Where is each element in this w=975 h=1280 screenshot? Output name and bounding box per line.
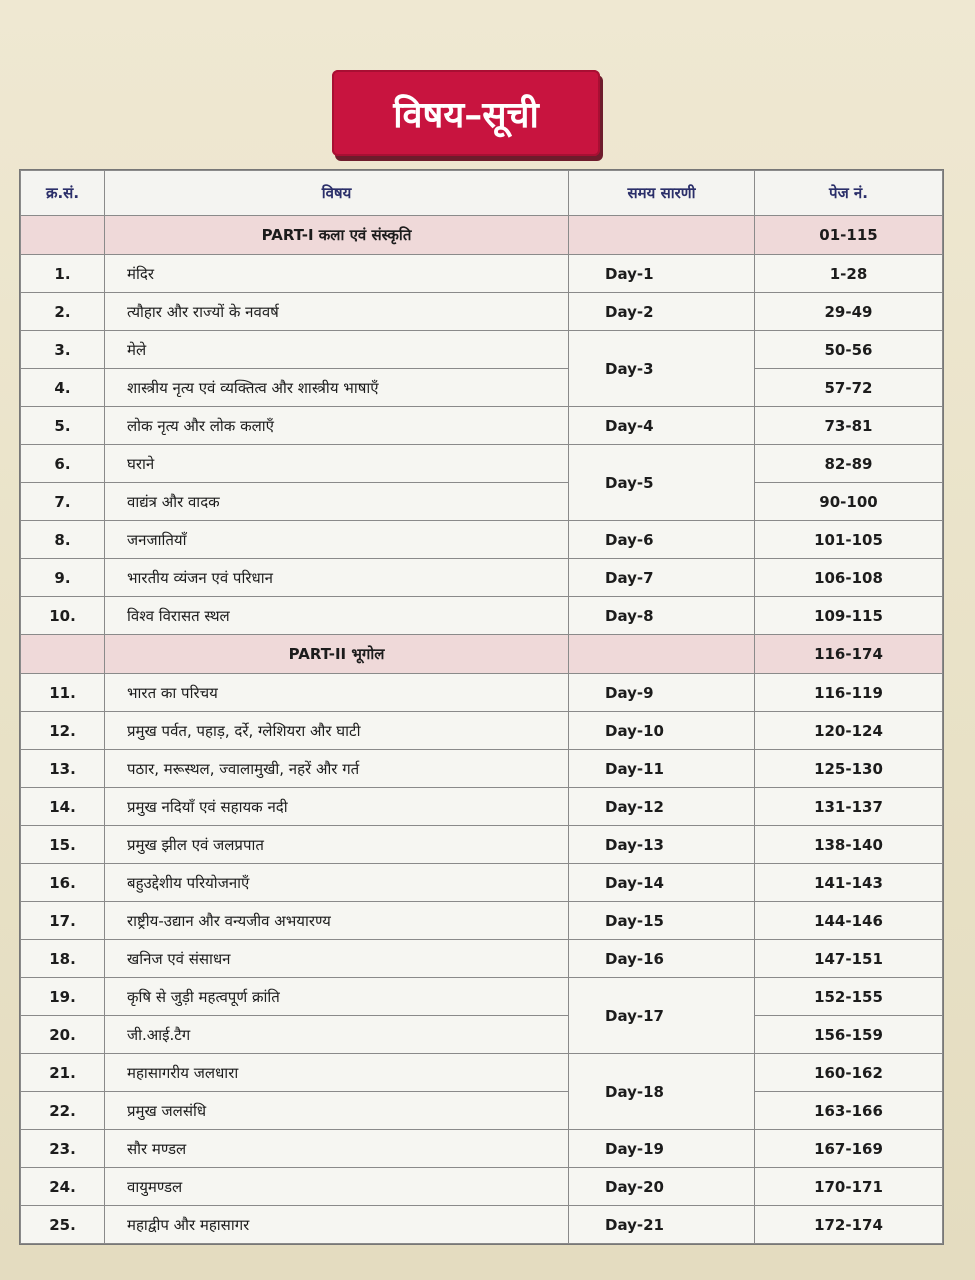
row-topic: लोक नृत्य और लोक कलाएँ bbox=[105, 407, 569, 445]
row-topic: मेले bbox=[105, 331, 569, 369]
row-pages: 152-155 bbox=[755, 978, 943, 1016]
row-day: Day-17 bbox=[569, 978, 755, 1054]
row-number: 4. bbox=[21, 369, 105, 407]
row-number: 23. bbox=[21, 1130, 105, 1168]
table-row bbox=[21, 864, 943, 902]
table-row bbox=[21, 902, 943, 940]
row-pages: 73-81 bbox=[755, 407, 943, 445]
table-row bbox=[21, 826, 943, 864]
row-day: Day-14 bbox=[569, 864, 755, 902]
header-row bbox=[21, 171, 943, 216]
row-number: 16. bbox=[21, 864, 105, 902]
table-row bbox=[21, 407, 943, 445]
row-number: 19. bbox=[21, 978, 105, 1016]
row-number: 15. bbox=[21, 826, 105, 864]
row-number: 24. bbox=[21, 1168, 105, 1206]
row-pages: 116-119 bbox=[755, 674, 943, 712]
row-topic: राष्ट्रीय-उद्यान और वन्यजीव अभयारण्य bbox=[105, 902, 569, 940]
table-row bbox=[21, 483, 943, 521]
part-schedule-cell bbox=[569, 635, 755, 674]
row-number: 10. bbox=[21, 597, 105, 635]
table-row bbox=[21, 1092, 943, 1130]
row-day: Day-10 bbox=[569, 712, 755, 750]
header-schedule: समय सारणी bbox=[569, 171, 755, 216]
header-page: पेज नं. bbox=[755, 171, 943, 216]
table-row bbox=[21, 559, 943, 597]
row-topic: भारत का परिचय bbox=[105, 674, 569, 712]
part-title: PART-I कला एवं संस्कृति bbox=[105, 216, 569, 255]
row-pages: 170-171 bbox=[755, 1168, 943, 1206]
row-topic: प्रमुख झील एवं जलप्रपात bbox=[105, 826, 569, 864]
row-topic: शास्त्रीय नृत्य एवं व्यक्तित्व और शास्त्रीय भाषाएँ bbox=[105, 369, 569, 407]
row-topic: भारतीय व्यंजन एवं परिधान bbox=[105, 559, 569, 597]
table-row bbox=[21, 978, 943, 1016]
row-pages: 172-174 bbox=[755, 1206, 943, 1244]
row-number: 12. bbox=[21, 712, 105, 750]
row-topic: त्यौहार और राज्यों के नववर्ष bbox=[105, 293, 569, 331]
row-pages: 138-140 bbox=[755, 826, 943, 864]
row-number: 25. bbox=[21, 1206, 105, 1244]
part-row bbox=[21, 216, 943, 255]
row-number: 13. bbox=[21, 750, 105, 788]
row-pages: 90-100 bbox=[755, 483, 943, 521]
part-pages: 01-115 bbox=[755, 216, 943, 255]
row-day: Day-15 bbox=[569, 902, 755, 940]
row-pages: 82-89 bbox=[755, 445, 943, 483]
row-pages: 125-130 bbox=[755, 750, 943, 788]
table-row bbox=[21, 788, 943, 826]
row-day: Day-13 bbox=[569, 826, 755, 864]
row-pages: 101-105 bbox=[755, 521, 943, 559]
row-day: Day-4 bbox=[569, 407, 755, 445]
row-number: 2. bbox=[21, 293, 105, 331]
row-day: Day-8 bbox=[569, 597, 755, 635]
row-topic: सौर मण्डल bbox=[105, 1130, 569, 1168]
row-topic: महासागरीय जलधारा bbox=[105, 1054, 569, 1092]
header-subject: विषय bbox=[105, 171, 569, 216]
row-pages: 50-56 bbox=[755, 331, 943, 369]
row-topic: प्रमुख नदियाँ एवं सहायक नदी bbox=[105, 788, 569, 826]
part-row bbox=[21, 635, 943, 674]
table-row bbox=[21, 1054, 943, 1092]
part-pages: 116-174 bbox=[755, 635, 943, 674]
table-row bbox=[21, 445, 943, 483]
row-number: 8. bbox=[21, 521, 105, 559]
page-title: विषय–सूची bbox=[332, 70, 600, 156]
row-day: Day-21 bbox=[569, 1206, 755, 1244]
row-pages: 57-72 bbox=[755, 369, 943, 407]
row-day: Day-2 bbox=[569, 293, 755, 331]
row-pages: 29-49 bbox=[755, 293, 943, 331]
row-number: 20. bbox=[21, 1016, 105, 1054]
row-topic: कृषि से जुड़ी महत्वपूर्ण क्रांति bbox=[105, 978, 569, 1016]
header-sno: क्र.सं. bbox=[21, 171, 105, 216]
row-pages: 120-124 bbox=[755, 712, 943, 750]
row-number: 1. bbox=[21, 255, 105, 293]
row-number: 7. bbox=[21, 483, 105, 521]
table-row bbox=[21, 331, 943, 369]
row-topic: प्रमुख जलसंधि bbox=[105, 1092, 569, 1130]
row-topic: पठार, मरूस्थल, ज्वालामुखी, नहरें और गर्त bbox=[105, 750, 569, 788]
row-day: Day-16 bbox=[569, 940, 755, 978]
contents-body bbox=[21, 216, 943, 1244]
table-row bbox=[21, 750, 943, 788]
row-number: 14. bbox=[21, 788, 105, 826]
row-topic: जनजातियाँ bbox=[105, 521, 569, 559]
table-row bbox=[21, 369, 943, 407]
row-day: Day-20 bbox=[569, 1168, 755, 1206]
table-row bbox=[21, 712, 943, 750]
table-row bbox=[21, 521, 943, 559]
row-number: 21. bbox=[21, 1054, 105, 1092]
row-pages: 156-159 bbox=[755, 1016, 943, 1054]
row-day: Day-9 bbox=[569, 674, 755, 712]
contents-table bbox=[20, 170, 943, 1244]
row-number: 18. bbox=[21, 940, 105, 978]
row-pages: 144-146 bbox=[755, 902, 943, 940]
row-number: 9. bbox=[21, 559, 105, 597]
table-row bbox=[21, 1130, 943, 1168]
row-pages: 106-108 bbox=[755, 559, 943, 597]
part-sno-cell bbox=[21, 635, 105, 674]
row-day: Day-12 bbox=[569, 788, 755, 826]
row-number: 17. bbox=[21, 902, 105, 940]
table-row bbox=[21, 293, 943, 331]
row-number: 22. bbox=[21, 1092, 105, 1130]
row-topic: प्रमुख पर्वत, पहाड़, दर्रे, ग्लेशियरा और घाटी bbox=[105, 712, 569, 750]
row-pages: 147-151 bbox=[755, 940, 943, 978]
row-number: 5. bbox=[21, 407, 105, 445]
row-pages: 1-28 bbox=[755, 255, 943, 293]
row-number: 3. bbox=[21, 331, 105, 369]
row-pages: 131-137 bbox=[755, 788, 943, 826]
row-day: Day-18 bbox=[569, 1054, 755, 1130]
row-pages: 167-169 bbox=[755, 1130, 943, 1168]
table-row bbox=[21, 1168, 943, 1206]
table-row bbox=[21, 1016, 943, 1054]
row-number: 6. bbox=[21, 445, 105, 483]
row-day: Day-1 bbox=[569, 255, 755, 293]
table-row bbox=[21, 597, 943, 635]
row-number: 11. bbox=[21, 674, 105, 712]
part-sno-cell bbox=[21, 216, 105, 255]
row-topic: वायुमण्डल bbox=[105, 1168, 569, 1206]
table-row bbox=[21, 940, 943, 978]
row-day: Day-11 bbox=[569, 750, 755, 788]
row-topic: विश्व विरासत स्थल bbox=[105, 597, 569, 635]
part-schedule-cell bbox=[569, 216, 755, 255]
row-day: Day-3 bbox=[569, 331, 755, 407]
row-pages: 160-162 bbox=[755, 1054, 943, 1092]
row-topic: मंदिर bbox=[105, 255, 569, 293]
row-day: Day-7 bbox=[569, 559, 755, 597]
row-topic: वाद्यंत्र और वादक bbox=[105, 483, 569, 521]
row-topic: बहुउद्देशीय परियोजनाएँ bbox=[105, 864, 569, 902]
row-topic: खनिज एवं संसाधन bbox=[105, 940, 569, 978]
row-topic: महाद्वीप और महासागर bbox=[105, 1206, 569, 1244]
row-pages: 163-166 bbox=[755, 1092, 943, 1130]
row-day: Day-5 bbox=[569, 445, 755, 521]
row-pages: 141-143 bbox=[755, 864, 943, 902]
row-pages: 109-115 bbox=[755, 597, 943, 635]
row-day: Day-6 bbox=[569, 521, 755, 559]
row-day: Day-19 bbox=[569, 1130, 755, 1168]
row-topic: जी.आई.टैग bbox=[105, 1016, 569, 1054]
table-row bbox=[21, 255, 943, 293]
row-topic: घराने bbox=[105, 445, 569, 483]
table-row bbox=[21, 674, 943, 712]
part-title: PART-II भूगोल bbox=[105, 635, 569, 674]
table-row bbox=[21, 1206, 943, 1244]
